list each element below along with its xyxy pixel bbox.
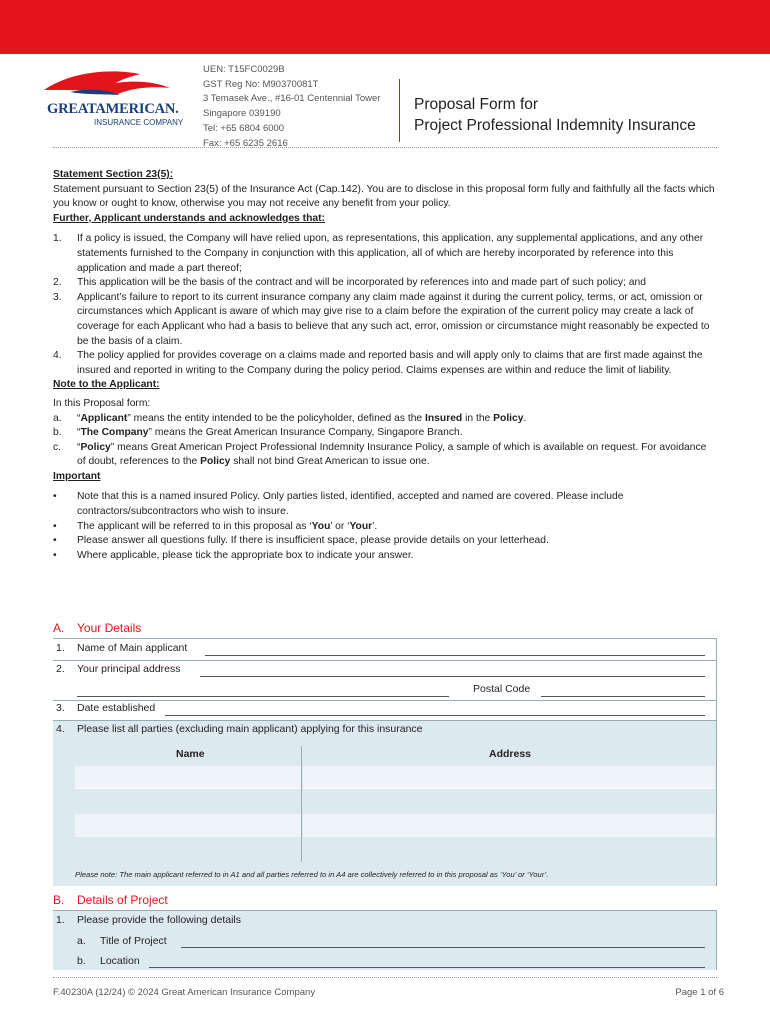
top-red-bar [0, 0, 770, 54]
note-intro: In this Proposal form: [53, 397, 151, 409]
project-title-field[interactable] [181, 947, 705, 948]
gst-reg: GST Reg No: M90370081T [203, 78, 319, 90]
party-address-cell[interactable] [303, 790, 715, 813]
section-b-table [53, 910, 717, 970]
address-line: 3 Temasek Ave., #16-01 Centennial Tower [203, 93, 381, 105]
party-name-cell[interactable] [75, 790, 301, 813]
definitions-list [53, 412, 717, 470]
list-item: • The applicant will be referred to in this proposal as ‘You’ or ‘Your’. [53, 520, 378, 532]
fax: Fax: +65 6235 2616 [203, 137, 288, 149]
postal-code-field[interactable] [541, 696, 705, 697]
q-a2-row-2: Postal Code [53, 683, 717, 700]
main-applicant-field[interactable] [205, 655, 705, 656]
list-item: • Where applicable, please tick the appropriate box to indicate your answer. [53, 549, 414, 561]
telephone: Tel: +65 6804 6000 [203, 122, 285, 134]
section-a-note: Please note: The main applicant referred to in A1 and all parties referred to in A4 are collectively referred to in this proposal as ‘You’ or ‘Your’. [75, 870, 549, 879]
title-divider [399, 79, 400, 142]
list-item: c. “Policy” means Great American Project Professional Indemnity Insurance Policy, a sample of which is available on request. For avoidance of doubt, references to the Policy shall not bind Great American to issue one. [53, 441, 707, 468]
footer-copyright: F.40230A (12/24) © 2024 Great American Insurance Company [53, 987, 316, 998]
list-item: 2. This application will be the basis of the contract and will be incorporated by references into and made part of such policy; and [53, 277, 646, 289]
page-number: Page 1 of 6 [675, 987, 724, 998]
logo-wordmark: GREATAMERICAN. [47, 101, 179, 117]
parties-table [75, 766, 715, 862]
acknowledgement-list [53, 232, 717, 378]
section-b-heading: B. Details of Project [53, 893, 168, 907]
section-a-table [53, 638, 717, 886]
q-a3-row: 3. Date established [53, 702, 717, 719]
q-a2-row: 2. Your principal address [53, 663, 717, 680]
section-a-heading: A. Your Details [53, 621, 142, 635]
list-item: • Note that this is a named insured Policy. Only parties listed, identified, accepted and named are covered. Please include contractors/subcontractors who wish to insure. [53, 491, 624, 518]
party-name-cell[interactable] [75, 814, 301, 837]
uen: UEN: T15FC0029B [203, 64, 285, 75]
list-item: b. “The Company” means the Great American Insurance Company, Singapore Branch. [53, 427, 463, 439]
list-item: 4. The policy applied for provides coverage on a claims made and reported basis and will apply only to claims that are first made against the insured and reported in writing to the Company during the policy period. Claims expenses are within and reduce the limit of liability. [53, 350, 703, 376]
further-heading: Further, Applicant understands and acknowledges that: [53, 212, 325, 224]
footer-divider [53, 977, 717, 978]
project-location-field[interactable] [149, 967, 705, 968]
col-address-header: Address [489, 748, 532, 760]
list-item: • Please answer all questions fully. If there is insufficient space, please provide details on your letterhead. [53, 535, 549, 547]
list-item: a. “Applicant” means the entity intended to be the policyholder, defined as the Insured in the Policy. [53, 412, 527, 424]
important-list [53, 490, 717, 563]
party-address-cell[interactable] [303, 766, 715, 789]
date-established-field[interactable] [165, 715, 705, 716]
form-title-line1: Proposal Form for [414, 96, 539, 113]
column-divider [301, 746, 302, 862]
statement-text: Statement pursuant to Section 23(5) of the Insurance Act (Cap.142). You are to disclose in this proposal form fully and faithfully all the facts which you know or ought to know, otherwise you may not receive any benefit from your policy. [53, 183, 715, 210]
party-name-cell[interactable] [75, 766, 301, 789]
col-name-header: Name [176, 748, 205, 760]
party-address-cell[interactable] [303, 814, 715, 837]
list-item: 1. If a policy is issued, the Company will have relied upon, as representations, this application, any supplemental applications, and any other statements furnished to the Company in conjunction with this application, all of which are hereby incorporated by reference into this application and made a part thereof; [53, 233, 704, 274]
form-title-line2: Project Professional Indemnity Insurance [414, 117, 696, 134]
party-address-cell[interactable] [303, 838, 715, 861]
statement-body [53, 168, 717, 563]
form-title [414, 94, 696, 136]
logo-subtitle: INSURANCE COMPANY [94, 118, 184, 127]
q-b1-row: 1. Please provide the following details a. Title of Project b. Location [53, 911, 717, 970]
note-heading: Note to the Applicant: [53, 379, 160, 391]
company-info [203, 63, 380, 151]
q-a4-row: 4. Please list all parties (excluding main applicant) applying for this insurance Name Address Please note: The main applicant referred to in A1 and all parties referred to in A4 are collectively referred to in this proposal as ‘You’ or ‘Your’. [53, 721, 717, 886]
principal-address-field[interactable] [200, 676, 705, 677]
list-item: 3. Applicant’s failure to report to its current insurance company any claim made against it during the current policy, terms, or act, omission or circumstances which Applicant is aware of which may give rise to a claim before the expiration of the current policy may create a lack of coverage for each Applicant who had a basis to believe that any such act, error, omission or circumstance might reasonably be expected to be the basis of a claim. [53, 291, 710, 347]
party-name-cell[interactable] [75, 838, 301, 861]
important-heading: Important [53, 470, 101, 482]
address-city: Singapore 039190 [203, 108, 281, 120]
address-line-2-field[interactable] [77, 696, 449, 697]
statement-heading: Statement Section 23(5): [53, 169, 174, 180]
q-a1-row: 1. Name of Main applicant [53, 642, 717, 659]
great-american-logo [40, 68, 190, 130]
header-divider [53, 147, 717, 148]
